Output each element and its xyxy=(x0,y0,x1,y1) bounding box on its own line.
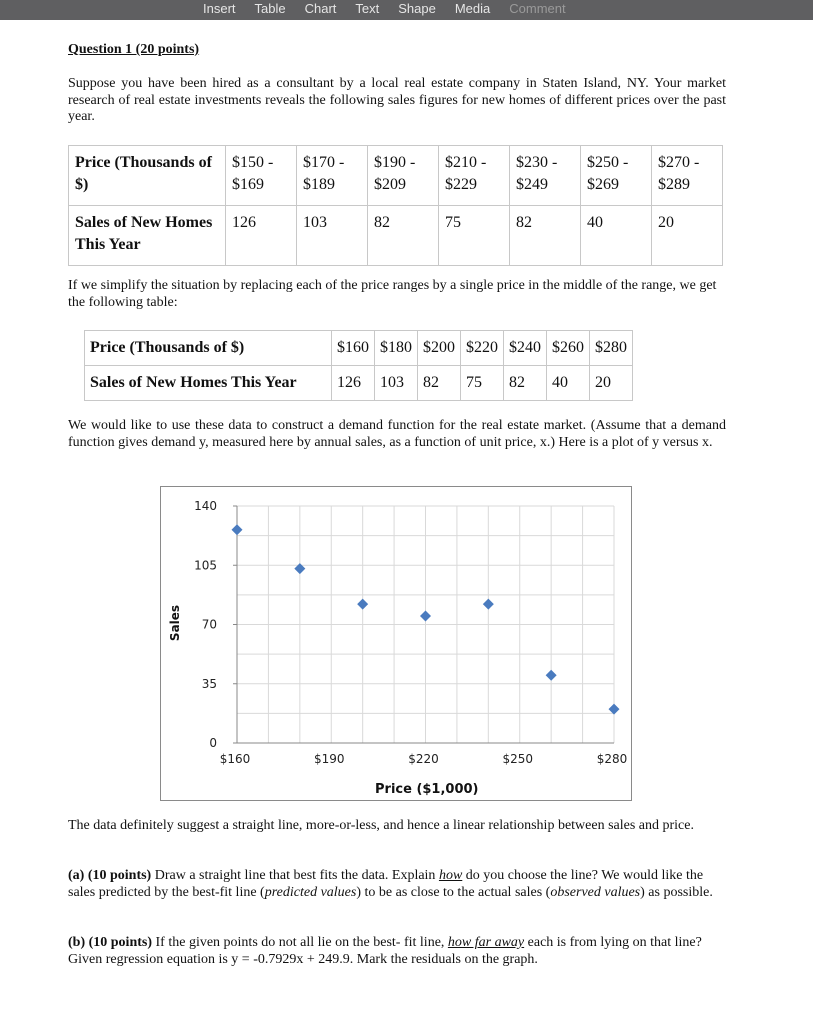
y-tick-label: 140 xyxy=(194,499,217,513)
intro-paragraph: Suppose you have been hired as a consultant by a local real estate company in Staten Island, NY. Your market research of real estate investments reveals the following sales figures for new homes of different prices over the past year. xyxy=(68,76,726,124)
toolbar xyxy=(0,0,813,20)
toolbar-table-button[interactable]: Table xyxy=(254,1,286,16)
part-b-paragraph xyxy=(68,935,726,968)
range-cell: $169 xyxy=(232,176,264,193)
simplify-paragraph: If we simplify the situation by replacing each of the price ranges by a single price in the middle of the range, we get the following table: xyxy=(68,278,717,310)
data-point xyxy=(546,670,557,681)
sales-cell: 75 xyxy=(461,366,504,401)
demand-paragraph: We would like to use these data to construct a demand function for the real estate market. (Assume that a demand function gives demand y, measured here by annual sales, as a function of unit price, x.) Here is a plot of y versus x. xyxy=(68,418,726,450)
x-tick-label: $220 xyxy=(408,752,439,766)
sales-cell: 82 xyxy=(510,206,581,266)
part-a-paragraph xyxy=(68,868,726,901)
data-point xyxy=(420,611,431,622)
price-cell: $200 xyxy=(418,331,461,366)
x-tick-label: $280 xyxy=(596,752,628,766)
toolbar-items xyxy=(203,1,585,16)
part-a-text: ) to be as close to the actual sales ( xyxy=(356,884,551,900)
part-b-label: (b) (10 points) xyxy=(68,935,153,950)
x-tick-label: $250 xyxy=(502,752,534,766)
range-cell: $189 xyxy=(303,176,335,193)
y-axis-label: Sales xyxy=(168,604,182,642)
sales-cell: 20 xyxy=(652,206,723,266)
sales-cell: 82 xyxy=(368,206,439,266)
midpoint-table xyxy=(84,330,633,401)
suggest-paragraph: The data definitely suggest a straight line, more-or-less, and hence a linear relationship between sales and price. xyxy=(68,818,694,833)
predicted-values-term: predicted values xyxy=(264,884,357,900)
price-header-cell: Price (Thousands of $) xyxy=(69,146,226,206)
y-tick-label: 105 xyxy=(194,558,217,573)
x-tick-label: $190 xyxy=(313,752,345,766)
chart-svg xyxy=(161,487,631,800)
range-cell: $150 - xyxy=(232,154,274,171)
x-tick-label: $160 xyxy=(219,752,251,766)
price-cell: $180 xyxy=(375,331,418,366)
toolbar-text-button[interactable]: Text xyxy=(355,1,380,16)
price-cell: $160 xyxy=(332,331,375,366)
y-tick-label: 0 xyxy=(209,736,217,750)
part-a-text: do you choose the line? We would like the sales predicted by the best-fit line ( xyxy=(68,868,704,900)
sales-header-cell: Sales of New Homes This Year xyxy=(69,206,226,266)
sales-cell: 82 xyxy=(418,366,461,401)
range-cell: $170 - xyxy=(303,154,345,171)
part-b-text: each is from lying on that line? Given regression equation is y = -0.7929x + 249.9. Mark the residuals on the graph. xyxy=(68,935,702,967)
data-point xyxy=(483,599,494,610)
range-cell: $289 xyxy=(658,176,690,193)
part-b-text: If the given points do not all lie on the best- fit line, xyxy=(152,935,448,950)
part-a-text: Draw a straight line that best fits the data. Explain xyxy=(151,868,439,883)
toolbar-chart-button[interactable]: Chart xyxy=(304,1,337,16)
range-cell: $269 xyxy=(587,176,619,193)
y-tick-label: 35 xyxy=(201,676,217,691)
scatter-chart xyxy=(160,486,632,801)
data-point xyxy=(232,524,243,535)
price-cell: $240 xyxy=(504,331,547,366)
sales-cell: 126 xyxy=(226,206,297,266)
part-a-text: ) as possible. xyxy=(640,884,713,900)
data-point xyxy=(357,599,368,610)
sales-cell: 103 xyxy=(297,206,368,266)
range-cell: $210 - xyxy=(445,154,487,171)
sales-header-cell: Sales of New Homes This Year xyxy=(85,366,332,401)
price-cell: $220 xyxy=(461,331,504,366)
range-cell: $190 - xyxy=(374,154,416,171)
price-cell: $260 xyxy=(547,331,590,366)
part-a-emphasis: how xyxy=(438,868,463,883)
sales-cell: 75 xyxy=(439,206,510,266)
range-cell: $249 xyxy=(516,176,548,193)
range-cell: $230 - xyxy=(516,154,558,171)
observed-values-term: observed values xyxy=(550,884,641,900)
y-tick-label: 70 xyxy=(201,617,217,632)
range-cell: $270 - xyxy=(658,154,700,171)
price-cell: $280 xyxy=(590,331,633,366)
range-cell: $209 xyxy=(374,176,406,193)
part-b-emphasis: how far away xyxy=(447,935,525,950)
sales-cell: 82 xyxy=(504,366,547,401)
sales-cell: 40 xyxy=(547,366,590,401)
sales-cell: 20 xyxy=(590,366,633,401)
sales-cell: 40 xyxy=(581,206,652,266)
toolbar-media-button[interactable]: Media xyxy=(454,1,491,16)
range-cell: $250 - xyxy=(587,154,629,171)
part-a-label: (a) (10 points) xyxy=(68,868,152,883)
toolbar-comment-button: Comment xyxy=(509,1,566,16)
toolbar-shape-button[interactable]: Shape xyxy=(398,1,436,16)
sales-cell: 103 xyxy=(375,366,418,401)
toolbar-insert-button[interactable]: Insert xyxy=(203,1,236,16)
x-axis-label: Price ($1,000) xyxy=(375,782,479,797)
price-range-table xyxy=(68,145,723,266)
question-title: Question 1 (20 points) xyxy=(68,42,200,57)
range-cell: $229 xyxy=(445,176,477,193)
sales-cell: 126 xyxy=(332,366,375,401)
price-header-cell: Price (Thousands of $) xyxy=(85,331,332,366)
